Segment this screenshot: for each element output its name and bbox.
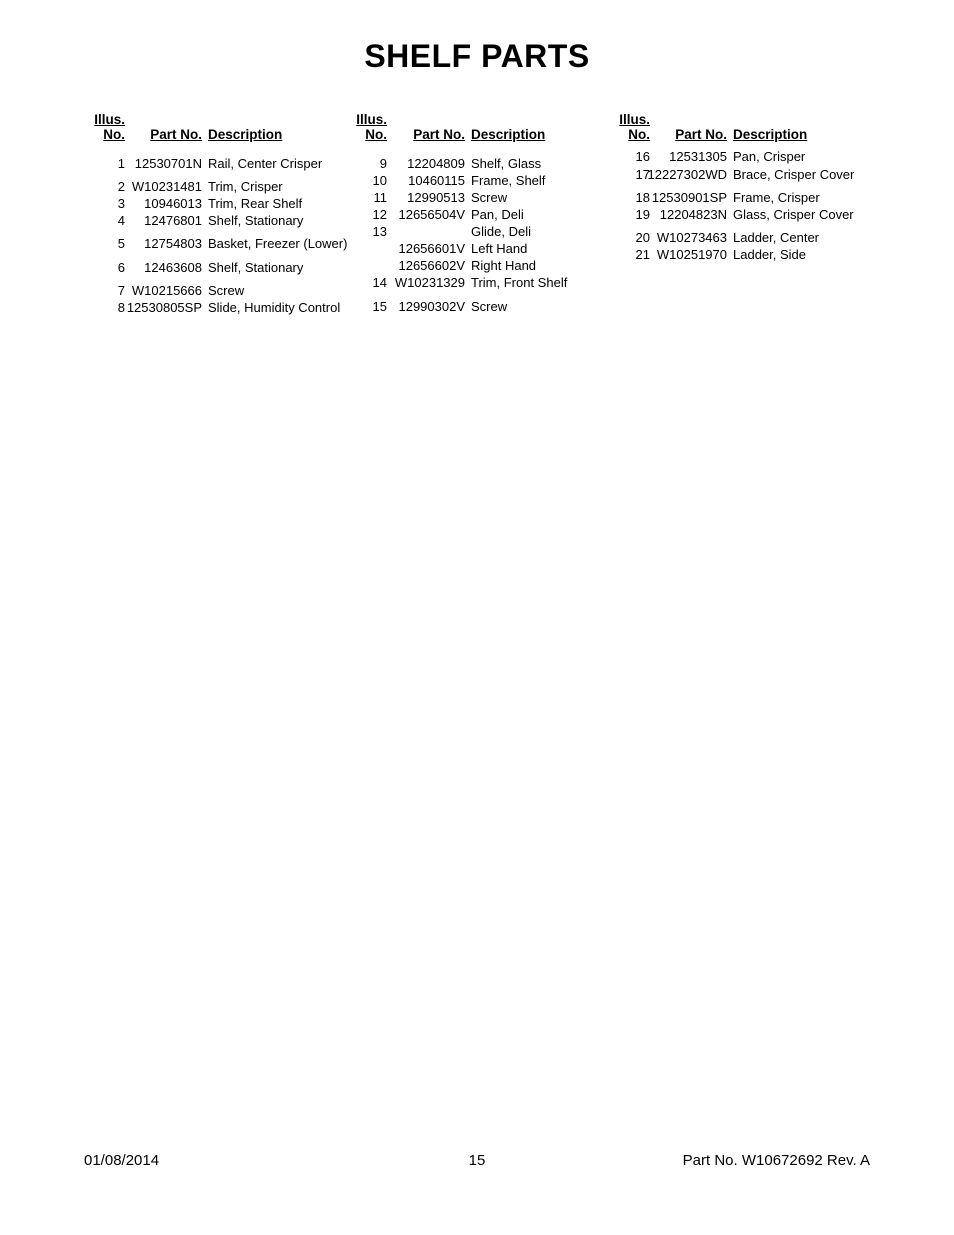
part-number: 12530901SP [651,190,727,205]
part-number: 12204809 [407,156,465,171]
part-description: Ladder, Side [733,247,807,262]
part-description: Screw [471,190,508,205]
part-description: Basket, Freezer (Lower) [208,236,348,251]
part-number: W10251970 [656,247,727,262]
illus-number: 6 [117,260,125,275]
part-description: Brace, Crisper Cover [733,167,855,182]
illus-number: 14 [372,275,387,290]
header-description: Description [208,127,283,142]
footer-page-number: 15 [468,1152,486,1169]
part-number: 12656602V [398,258,465,273]
page-title: SHELF PARTS [364,38,590,74]
illus-number: 17 [635,167,650,182]
illus-number: 13 [372,224,387,239]
part-number: 12227302WD [647,167,727,182]
header-illus: Illus. [94,112,125,127]
part-description: Left Hand [471,241,528,256]
part-number: 12531305 [669,149,727,164]
header-illus: Illus. [356,112,387,127]
part-number: 12476801 [144,213,202,228]
illus-number: 5 [117,236,125,251]
part-description: Rail, Center Crisper [208,156,323,171]
part-number: W10231329 [394,275,465,290]
illus-number: 21 [635,247,650,262]
header-no: No. [103,127,125,142]
illus-number: 19 [635,207,650,222]
part-number: 12204823N [659,207,727,222]
part-number: W10273463 [656,230,727,245]
illus-number: 8 [117,300,125,315]
parts-column-3 [0,0,954,340]
illus-number: 2 [117,179,125,194]
part-number: 12656504V [398,207,465,222]
part-number: 12530805SP [126,300,202,315]
header-part-no: Part No. [413,127,465,142]
header-no: No. [628,127,650,142]
part-description: Right Hand [471,258,537,273]
part-description: Shelf, Glass [471,156,542,171]
illus-number: 15 [372,299,387,314]
illus-number: 3 [117,196,125,211]
part-number: W10215666 [131,283,202,298]
part-description: Pan, Deli [471,207,524,222]
illus-number: 9 [379,156,387,171]
illus-number: 12 [372,207,387,222]
part-number: 12463608 [144,260,202,275]
part-number: 12530701N [134,156,202,171]
part-number: 12990302V [398,299,465,314]
part-number: 12990513 [407,190,465,205]
part-description: Shelf, Stationary [208,213,304,228]
header-part-no: Part No. [675,127,727,142]
part-description: Glide, Deli [471,224,531,239]
footer-part-number: Part No. W10672692 Rev. A [682,1152,870,1169]
part-number: 10946013 [144,196,202,211]
part-description: Trim, Crisper [208,179,283,194]
illus-number: 18 [635,190,650,205]
part-description: Screw [208,283,245,298]
part-number: 10460115 [408,173,465,188]
illus-number: 20 [635,230,650,245]
part-number: 12754803 [144,236,202,251]
header-illus: Illus. [619,112,650,127]
illus-number: 4 [117,213,125,228]
part-description: Slide, Humidity Control [208,300,341,315]
illus-number: 16 [635,149,650,164]
illus-number: 10 [372,173,387,188]
header-description: Description [471,127,546,142]
illus-number: 7 [117,283,125,298]
part-description: Frame, Shelf [471,173,546,188]
footer-date: 01/08/2014 [84,1152,160,1169]
part-description: Trim, Front Shelf [471,275,568,290]
part-number: 12656601V [398,241,465,256]
part-description: Pan, Crisper [733,149,806,164]
header-description: Description [733,127,808,142]
header-part-no: Part No. [150,127,202,142]
part-description: Screw [471,299,508,314]
header-no: No. [365,127,387,142]
part-description: Shelf, Stationary [208,260,304,275]
part-description: Glass, Crisper Cover [733,207,854,222]
illus-number: 11 [373,190,387,205]
part-description: Frame, Crisper [733,190,820,205]
part-number: W10231481 [131,179,202,194]
part-description: Trim, Rear Shelf [208,196,303,211]
part-description: Ladder, Center [733,230,820,245]
illus-number: 1 [117,156,125,171]
